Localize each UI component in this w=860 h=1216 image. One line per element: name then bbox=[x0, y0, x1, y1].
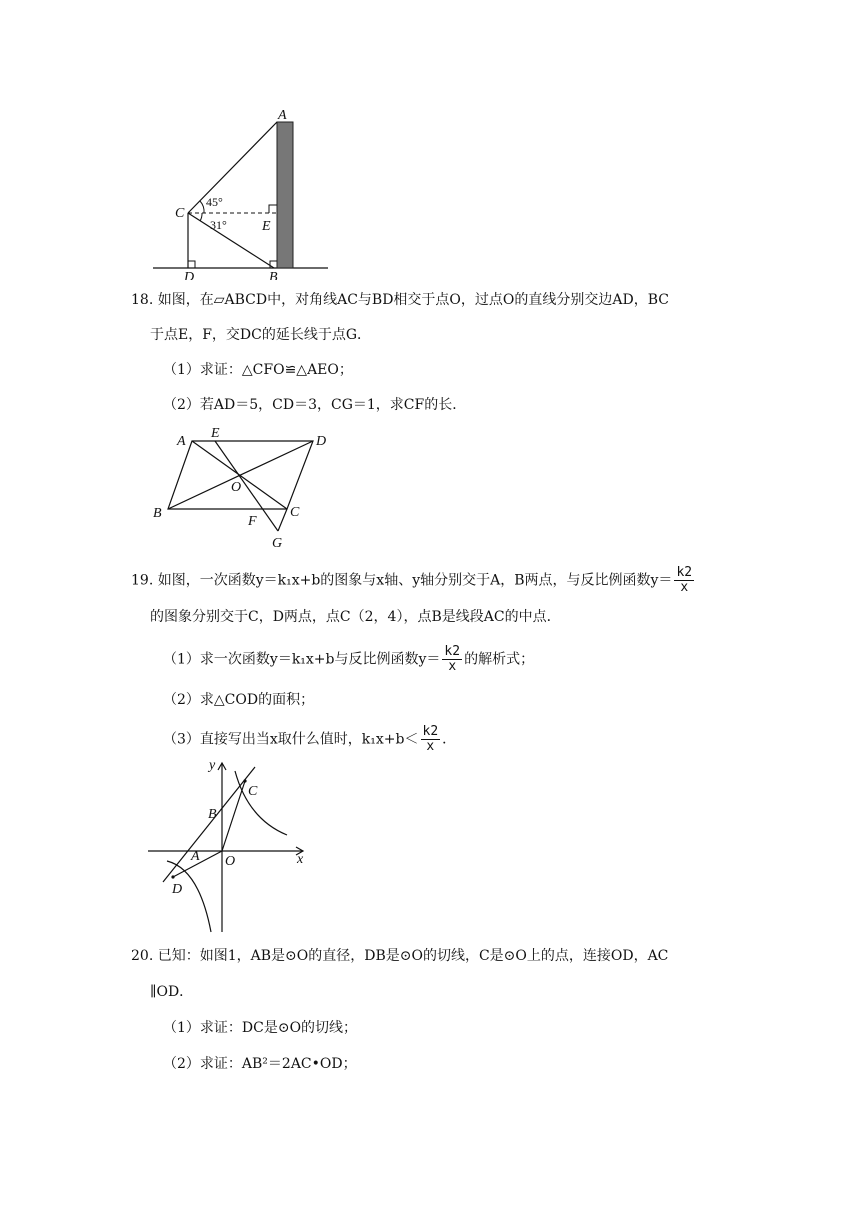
label-B: B bbox=[153, 506, 162, 521]
q19-part2: （2）求△COD的面积； bbox=[163, 692, 315, 708]
q18-number: 18. bbox=[131, 292, 154, 308]
label-C: C bbox=[290, 505, 300, 520]
q20-line1 bbox=[131, 946, 668, 966]
figure-18 bbox=[145, 425, 345, 553]
q20-line2: ∥OD． bbox=[150, 984, 194, 1000]
label-A: A bbox=[278, 108, 287, 123]
fraction-k2-over-x: $\frac{k2}{x}$ bbox=[444, 644, 461, 674]
q20-part1: （1）求证：DC是⊙O的切线； bbox=[163, 1020, 358, 1036]
label-C: C bbox=[175, 206, 185, 221]
label-O: O bbox=[231, 480, 242, 495]
q18-line2: 于点E，F，交DC的延长线于点G． bbox=[150, 327, 372, 343]
label-E: E bbox=[262, 219, 271, 234]
label-O: O bbox=[225, 854, 236, 869]
fraction-k2-over-x: $\frac{k2}{x}$ bbox=[422, 724, 439, 754]
label-F: F bbox=[248, 514, 257, 529]
label-G: G bbox=[272, 536, 283, 551]
label-A: A bbox=[191, 849, 200, 864]
label-D: D bbox=[184, 270, 195, 280]
q20-text1: 已知：如图1，AB是⊙O的直径，DB是⊙O的切线，C是⊙O上的点，连接OD，AC bbox=[157, 948, 669, 964]
figure-19 bbox=[145, 757, 320, 935]
figure-17 bbox=[150, 105, 335, 280]
fraction-k2-over-x: $\frac{k2}{x}$ bbox=[676, 565, 693, 595]
q18-text1: 如图，在▱ABCD中，对角线AC与BD相交于点O，过点O的直线分别交边AD，BC bbox=[157, 292, 669, 308]
q18-line1 bbox=[131, 290, 669, 310]
q19-text1: 如图，一次函数y＝k₁x+b的图象与x轴、y轴分别交于A，B两点，与反比例函数y＝ bbox=[157, 572, 673, 589]
q19-line2: 的图象分别交于C，D两点，点C（2，4），点B是线段AC的中点． bbox=[150, 609, 561, 625]
angle-45: 45° bbox=[206, 195, 223, 209]
q19-line1 bbox=[131, 566, 696, 595]
label-D: D bbox=[316, 434, 327, 449]
label-B: B bbox=[208, 807, 217, 822]
q19-part1: （1）求一次函数y＝k₁x+b与反比例函数y＝ $\frac{k2}{x}$ 的解析式； bbox=[163, 644, 535, 674]
label-A: A bbox=[177, 434, 186, 449]
q20-part2: （2）求证：AB²＝2AC•OD； bbox=[163, 1056, 357, 1072]
label-E: E bbox=[211, 426, 220, 441]
q18-part2: （2）若AD＝5，CD＝3，CG＝1，求CF的长． bbox=[163, 397, 467, 413]
q19-part3: （3）直接写出当x取什么值时，k₁x+b＜ $\frac{k2}{x}$ ． bbox=[163, 724, 457, 754]
label-B: B bbox=[269, 270, 278, 280]
label-x: x bbox=[297, 852, 304, 867]
q18-part1: （1）求证：△CFO≌△AEO； bbox=[163, 362, 353, 378]
label-y: y bbox=[209, 758, 216, 773]
label-D: D bbox=[172, 882, 183, 897]
label-C: C bbox=[248, 784, 258, 799]
q19-number: 19. bbox=[131, 572, 154, 589]
q20-number: 20. bbox=[131, 948, 154, 964]
angle-31: 31° bbox=[210, 218, 227, 232]
